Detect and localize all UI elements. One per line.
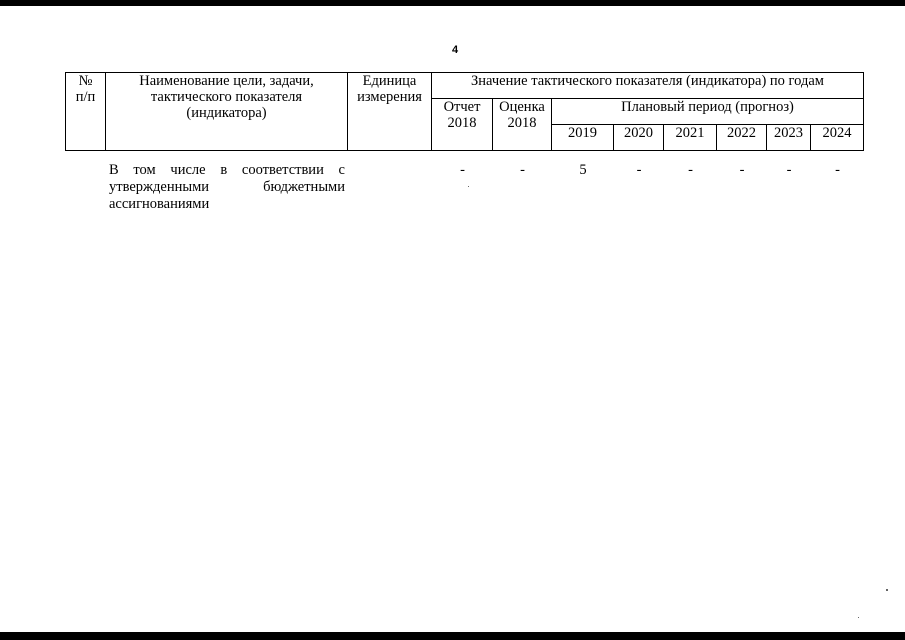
header-name-line1: Наименование цели, задачи, (139, 73, 314, 89)
header-report-line1: Отчет (443, 99, 481, 115)
row-plan-2020: - (636, 162, 642, 178)
top-scan-border (0, 0, 905, 6)
page-number: 4 (452, 44, 459, 56)
header-number (66, 73, 106, 151)
header-estimate-2018 (493, 99, 552, 151)
row-plan-2019: 5 (579, 162, 587, 178)
header-value-group: Значение тактического показателя (индикатора) по годам (432, 73, 864, 99)
header-year-2023: 2023 (767, 125, 811, 151)
row-report-2018: - (460, 162, 465, 178)
indicator-table-header (65, 72, 864, 151)
header-unit-line2: измерения (357, 89, 422, 105)
header-estimate-line2: 2018 (507, 115, 537, 131)
scan-speck (886, 589, 888, 591)
header-year-2021: 2021 (664, 125, 717, 151)
row-plan-2024: - (835, 162, 840, 178)
header-year-2022: 2022 (717, 125, 767, 151)
scan-speck (468, 186, 469, 187)
header-number-line1: № (78, 73, 93, 89)
header-report-line2: 2018 (447, 115, 477, 131)
row-plan-2022: - (739, 162, 745, 178)
header-report-2018 (432, 99, 493, 151)
row-plan-2023: - (786, 162, 792, 178)
row-estimate-2018: - (520, 162, 525, 178)
row-name: В том числе в соответствии с утвержденными бюджетными ассигнованиями (109, 162, 345, 212)
table-row (0, 162, 905, 222)
header-number-line2: п/п (75, 89, 96, 105)
header-name-line3: (индикатора) (186, 105, 267, 121)
header-estimate-line1: Оценка (499, 99, 545, 115)
row-plan-2021: - (688, 162, 693, 178)
header-unit (348, 73, 432, 151)
header-name-line2: тактического показателя (150, 89, 303, 105)
header-year-2024: 2024 (811, 125, 864, 151)
header-year-2019: 2019 (552, 125, 614, 151)
bottom-scan-border (0, 632, 905, 640)
header-unit-line1: Единица (362, 73, 417, 89)
header-name (106, 73, 348, 151)
header-year-2020: 2020 (614, 125, 664, 151)
scan-speck (858, 617, 859, 618)
header-plan-group: Плановый период (прогноз) (552, 99, 864, 125)
